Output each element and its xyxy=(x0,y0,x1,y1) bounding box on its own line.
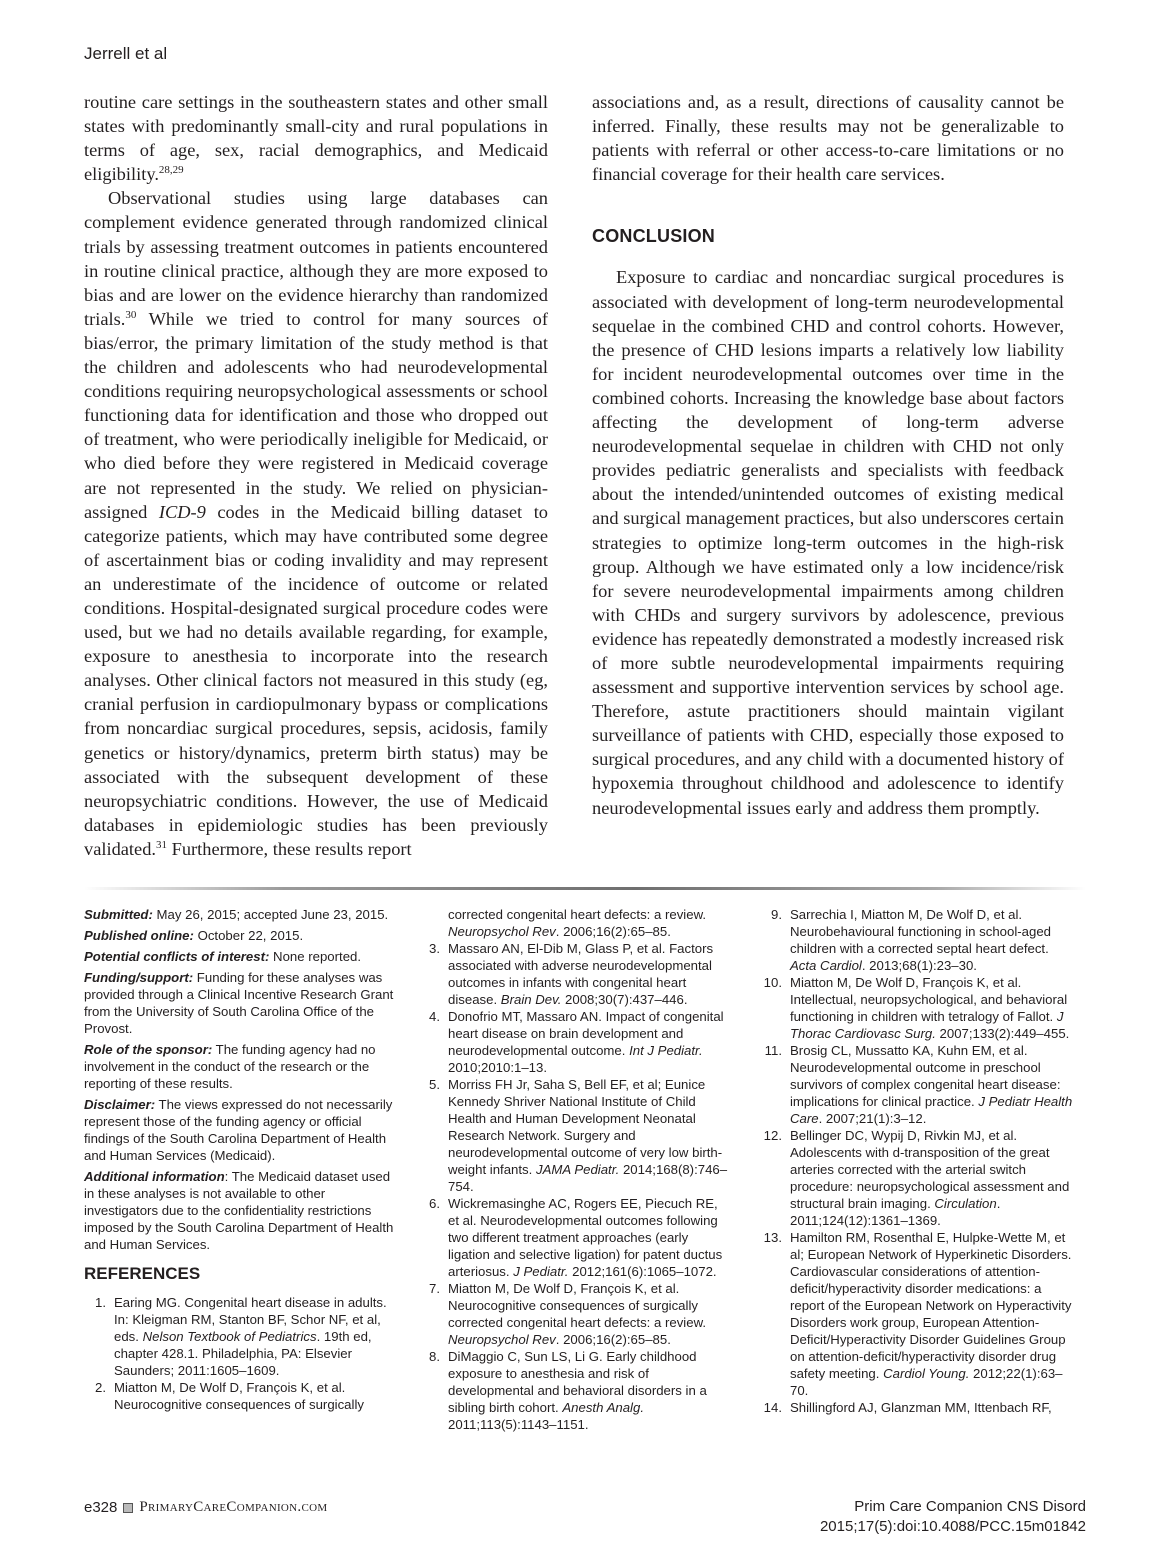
reference-journal: Brain Dev. xyxy=(500,992,562,1007)
reference-item xyxy=(418,1280,732,1348)
note-label: Additional information xyxy=(84,1169,225,1184)
note-text: May 26, 2015; accepted June 23, 2015. xyxy=(152,907,389,922)
journal-doi: 2015;17(5):doi:10.4088/PCC.15m01842 xyxy=(819,1518,1086,1535)
reference-text xyxy=(790,1399,1076,1416)
reference-item xyxy=(760,1042,1076,1127)
journal-name: Prim Care Companion CNS Disord xyxy=(854,1498,1086,1515)
reference-number: 12. xyxy=(763,1128,782,1143)
reference-item xyxy=(418,1348,732,1433)
note-label: Role of the sponsor: xyxy=(84,1042,213,1057)
reference-item xyxy=(84,1294,394,1379)
reference-journal: Cardiol Young. xyxy=(883,1366,970,1381)
reference-authors: Massaro AN, El-Dib M, Glass P, et al. Factors associated with adverse neurodevelopmental outcomes in infants with congenital heart disease. xyxy=(448,941,714,1007)
note-label: Potential conflicts of interest: xyxy=(84,949,270,964)
note-published xyxy=(84,927,394,944)
reference-text xyxy=(790,974,1076,1042)
citation-superscript: 31 xyxy=(156,838,168,851)
reference-text xyxy=(448,940,732,1008)
note-text: Funding for these analyses was provided through a Clinical Incentive Research Grant from the University of South Carolina Office of the Provost. xyxy=(84,970,394,1036)
reference-number: 1. xyxy=(95,1295,106,1310)
reference-item xyxy=(418,1008,732,1076)
page-number: e328 xyxy=(84,1499,118,1516)
reference-journal: J Pediatr. xyxy=(513,1264,569,1279)
reference-authors: Miatton M, De Wolf D, François K, et al. Intellectual, neuropsychological, and behavioral functioning in children with tetralogy of Fallot. xyxy=(790,975,1068,1024)
reference-number: 3. xyxy=(429,941,440,956)
note-label: Submitted: xyxy=(84,907,153,922)
paragraph-text: Furthermore, these results report xyxy=(167,838,412,859)
note-text: The views expressed do not necessarily represent those of the funding agency or official findings of the South Carolina Department of Health and Human Services (Medicaid). xyxy=(84,1097,393,1163)
reference-text xyxy=(790,1127,1076,1229)
section-divider xyxy=(84,887,1086,890)
section-heading-conclusion: CONCLUSION xyxy=(592,226,715,247)
paragraph-text: routine care settings in the southeastern states and other small states with predominantly small-city and rural populations in terms of age, sex, racial demographics, and Medicaid eligibility. xyxy=(84,92,548,185)
reference-item xyxy=(418,940,732,1008)
note-text: : The Medicaid dataset used in these analyses is not available to other investigators due to the confidentiality restrictions imposed by the South Carolina Department of Health and Human Services. xyxy=(84,1169,394,1252)
reference-citation: 2011;113(5):1143–1151. xyxy=(448,1417,589,1432)
reference-journal: J Thorac Cardiovasc Surg. xyxy=(790,1009,1064,1041)
reference-continuation xyxy=(418,906,732,940)
paragraph-text: Observational studies using large databases can complement evidence generated through randomized clinical trials by assessing treatment outcomes in patients encountered in routine clinical practice, although they are more exposed to bias and are lower on the evidence hierarchy than randomized trials. xyxy=(84,188,548,329)
note-submitted xyxy=(84,906,394,923)
reference-journal: J Pediatr Health Care xyxy=(790,1094,1073,1126)
paragraph-text: codes in the Medicaid billing dataset to categorize patients, which may have contributed some degree of ascertainment bias or coding invalidity and may represent an underestimate of the incidence of outcome or related conditions. Hospital-designated surgical procedure codes were used, but we had no details available regarding, for example, exposure to anesthesia to incorporate into the research analyses. Other clinical factors not measured in this study (eg, cranial perfusion in cardiopulmonary bypass or complications from noncardiac surgical procedures, sepsis, acidosis, family genetics or history/dynamics, preterm birth status) may be associated with the subsequent development of these neuropsychiatric conditions. However, the use of Medicaid databases in epidemiologic studies has been previously validated. xyxy=(84,501,548,859)
note-funding xyxy=(84,969,394,1037)
reference-authors: Wickremasinghe AC, Rogers EE, Piecuch RE, et al. Neurodevelopmental outcomes following two different treatment approaches (early ligation and selective ligation) for patent ductus arteriosus. xyxy=(448,1196,723,1279)
reference-item xyxy=(760,1399,1076,1416)
reference-number: 6. xyxy=(429,1196,440,1211)
paragraph xyxy=(84,186,548,861)
reference-item xyxy=(418,1195,732,1280)
reference-authors: Bellinger DC, Wypij D, Rivkin MJ, et al. Adolescents with d-transposition of the great arteries corrected with the arterial switch procedure: neuropsychological assessment and structural brain imaging. xyxy=(790,1128,1070,1211)
reference-citation: . 2007;21(1):3–12. xyxy=(818,1111,927,1126)
page-footer-left xyxy=(84,1499,327,1516)
square-bullet-icon xyxy=(123,1503,133,1513)
note-disclaimer xyxy=(84,1096,394,1164)
reference-number: 5. xyxy=(429,1077,440,1092)
reference-journal: Nelson Textbook of Pediatrics xyxy=(142,1329,317,1344)
reference-text xyxy=(790,1229,1076,1399)
reference-number: 13. xyxy=(763,1230,782,1245)
reference-number: 11. xyxy=(764,1043,782,1058)
reference-authors: Sarrechia I, Miatton M, De Wolf D, et al. Neurobehavioural functioning in school-aged children with a corrected septal heart defect. xyxy=(790,907,1051,956)
reference-citation: 2008;30(7):437–446. xyxy=(561,992,688,1007)
reference-authors: Morriss FH Jr, Saha S, Bell EF, et al; Eunice Kennedy Shriver National Institute of Child Health and Human Development Neonatal Research Network. Surgery and neurodevelopmental outcome of very low birth-weight infants. xyxy=(448,1077,723,1177)
reference-authors: DiMaggio C, Sun LS, Li G. Early childhood exposure to anesthesia and risk of developmental and behavioral disorders in a sibling birth cohort. xyxy=(448,1349,707,1415)
reference-authors: Miatton M, De Wolf D, François K, et al. Neurocognitive consequences of surgically xyxy=(114,1380,364,1412)
reference-citation: 2007;133(2):449–455. xyxy=(935,1026,1070,1041)
reference-citation: 2012;161(6):1065–1072. xyxy=(568,1264,717,1279)
note-label: Funding/support: xyxy=(84,970,194,985)
reference-number: 10. xyxy=(763,975,782,990)
reference-authors: Hamilton RM, Rosenthal E, Hulpke-Wette M, et al; European Network of Hyperkinetic Disorders. Cardiovascular considerations of attention-deficit/hyperactivity disorder medications: a report of the European Network on Hyperactivity Disorders work group, European Attention-Deficit/Hyperactivity Disorder Guidelines Group on attention-deficit/hyperactivity disorder drug safety meeting. xyxy=(790,1230,1072,1381)
body-column-right xyxy=(592,90,1064,820)
reference-citation: . 19th ed, chapter 428.1. Philadelphia, PA: Elsevier Saunders; 2011:1605–1609. xyxy=(114,1329,372,1378)
paragraph-text: While we tried to control for many sources of bias/error, the primary limitation of the study method is that the children and adolescents who had neurodevelopmental conditions requiring neuropsychological assessments or school functioning data for identification and those who dropped out of treatment, who were periodically ineligible for Medicaid, or who died before they were registered in Medicaid coverage are not represented in the study. We relied on physician-assigned xyxy=(84,308,548,522)
reference-citation: 2012;22(1):63–70. xyxy=(790,1366,1063,1398)
note-conflicts xyxy=(84,948,394,965)
references-column-3 xyxy=(760,906,1076,1416)
body-column-left xyxy=(84,90,548,861)
reference-citation: . 2006;16(2):65–85. xyxy=(555,1332,671,1347)
note-sponsor-role xyxy=(84,1041,394,1092)
reference-journal: Anesth Analg. xyxy=(562,1400,644,1415)
page-footer-right xyxy=(820,1497,1086,1537)
note-label: Disclaimer: xyxy=(84,1097,156,1112)
references-heading: REFERENCES xyxy=(84,1264,201,1283)
reference-text xyxy=(114,1379,394,1413)
reference-text xyxy=(448,1195,732,1280)
reference-number: 4. xyxy=(429,1009,440,1024)
note-text: None reported. xyxy=(269,949,362,964)
reference-journal: Neuropsychol Rev xyxy=(448,924,556,939)
reference-text xyxy=(790,906,1076,974)
reference-item xyxy=(418,1076,732,1195)
reference-item xyxy=(760,974,1076,1042)
reference-item xyxy=(760,1127,1076,1229)
reference-citation: 2014;168(8):746–754. xyxy=(448,1162,728,1194)
reference-journal: Int J Pediatr. xyxy=(629,1043,703,1058)
reference-number: 9. xyxy=(771,907,782,922)
italic-term: ICD-9 xyxy=(158,501,206,522)
note-label: Published online: xyxy=(84,928,194,943)
reference-number: 7. xyxy=(429,1281,440,1296)
reference-item xyxy=(760,1229,1076,1399)
reference-item xyxy=(84,1379,394,1413)
reference-citation: 2010;2010:1–13. xyxy=(448,1060,548,1075)
reference-number: 8. xyxy=(429,1349,440,1364)
reference-text xyxy=(114,1294,394,1379)
reference-text xyxy=(448,1076,732,1195)
reference-text xyxy=(448,1280,732,1348)
note-additional-info xyxy=(84,1168,394,1253)
journal-website-link[interactable]: PrimaryCareCompanion.com xyxy=(139,1499,328,1515)
article-notes xyxy=(84,906,394,1413)
note-text: The funding agency had no involvement in the conduct of the research or the reporting of these results. xyxy=(84,1042,376,1091)
reference-item xyxy=(760,906,1076,974)
reference-citation: . 2011;124(12):1361–1369. xyxy=(790,1196,1001,1228)
note-text: October 22, 2015. xyxy=(193,928,304,943)
reference-authors: Shillingford AJ, Glanzman MM, Ittenbach RF, xyxy=(790,1400,1052,1415)
reference-text xyxy=(448,1348,732,1433)
conclusion-paragraph: Exposure to cardiac and noncardiac surgical procedures is associated with development of long-term neurodevelopmental sequelae in the combined CHD and control cohorts. However, the presence of CHD lesions imparts a relatively low liability for incident neurodevelopmental outcomes over time in the combined cohorts. Increasing the knowledge base about factors affecting the development of long-term adverse neurodevelopmental sequelae in children with CHD not only provides pediatric generalists and specialists with feedback about the intended/unintended outcomes of existing medical and surgical management practices, but also underscores certain strategies to optimize long-term outcomes in the high-risk group. Although we have estimated only a low incidence/risk for severe neurodevelopmental impairments among children with CHDs and surgery survivors by adolescence, previous evidence has repeatedly demonstrated a modestly increased risk of more subtle neurodevelopmental impairments requiring assessment and supportive intervention services by school age. Therefore, astute practitioners should maintain vigilant surveillance of patients with CHD, especially those exposed to surgical procedures, and any child with a documented history of hypoxemia throughout childhood and adolescence to identify neurodevelopmental issues early and address them promptly. xyxy=(592,267,1064,818)
reference-authors: corrected congenital heart defects: a review. xyxy=(448,907,707,922)
citation-superscript: 28,29 xyxy=(158,164,184,177)
reference-journal: Neuropsychol Rev xyxy=(448,1332,556,1347)
reference-journal: JAMA Pediatr. xyxy=(535,1162,620,1177)
reference-citation: . 2006;16(2):65–85. xyxy=(555,924,671,939)
paragraph: associations and, as a result, directions of causality cannot be inferred. Finally, these results may not be generalizable to patients with referral or other access-to-care limitations or no financial coverage for their health care services. xyxy=(592,92,1064,185)
running-head: Jerrell et al xyxy=(84,44,168,63)
reference-text xyxy=(448,1008,732,1076)
reference-journal: Circulation xyxy=(934,1196,997,1211)
reference-citation: . 2013;68(1):23–30. xyxy=(861,958,977,973)
reference-authors: Miatton M, De Wolf D, François K, et al. Neurocognitive consequences of surgically corrected congenital heart defects: a review. xyxy=(448,1281,707,1330)
reference-authors: Donofrio MT, Massaro AN. Impact of congenital heart disease on brain development and neurodevelopmental outcome. xyxy=(448,1009,724,1058)
reference-journal: Acta Cardiol xyxy=(790,958,862,973)
reference-authors: Brosig CL, Mussatto KA, Kuhn EM, et al. Neurodevelopmental outcome in preschool survivors of complex congenital heart disease: implications for clinical practice. xyxy=(790,1043,1061,1109)
reference-text xyxy=(790,1042,1076,1127)
references-column-2 xyxy=(418,906,732,1433)
paragraph xyxy=(84,90,548,186)
reference-authors: Earing MG. Congenital heart disease in adults. In: Kleigman RM, Stanton BF, Schor NF, et al, eds. xyxy=(114,1295,387,1344)
reference-text xyxy=(448,906,732,940)
reference-number: 14. xyxy=(763,1400,782,1415)
citation-superscript: 30 xyxy=(125,308,137,321)
reference-number: 2. xyxy=(95,1380,106,1395)
